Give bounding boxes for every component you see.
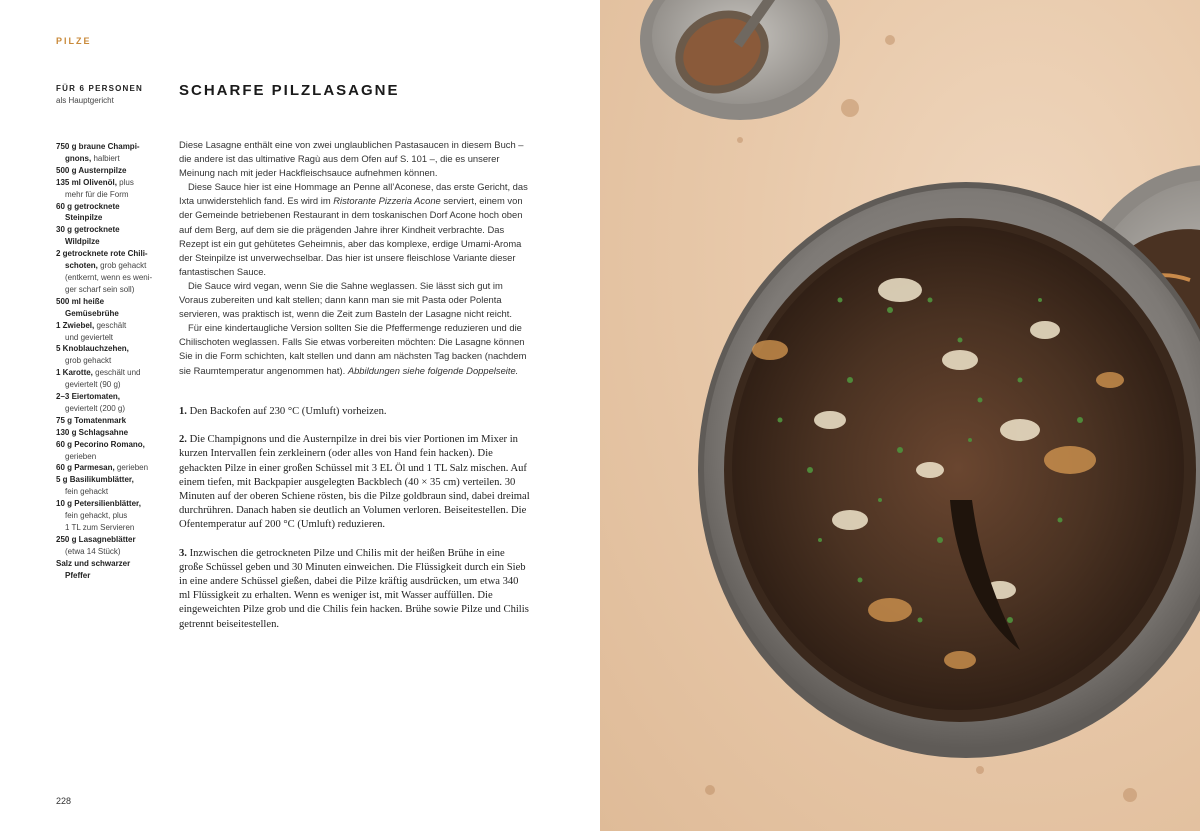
ingredient-line: geviertelt (200 g) bbox=[65, 403, 126, 413]
intro-paragraph: Für eine kindertaugliche Version sollten Sie die Pfeffermenge reduzieren und die Chilischoten weglassen. Falls Sie etwas vorbereiten möchten: Die Lasagne können Sie in die Form schichten, kalt stellen und dann am nächsten Tag backen (nachdem sie Raumtemperatur angenommen hat). Abbildungen siehe folgende Doppelseite. bbox=[179, 322, 527, 376]
ingredient-line: Salz und schwarzer bbox=[56, 558, 131, 568]
servings-block bbox=[56, 84, 166, 105]
intro-paragraph: Diese Sauce hier ist eine Hommage an Penne all’Aconese, das erste Gericht, das Ixta unwiderstehlich fand. Es wird im Ristorante Pizzeria Acone serviert, einem von der Gemeinde betriebenen Restaurant in dem toskanischen Dorf Acone hoch oben auf dem Berg, auf dem sie die prägenden Jahre ihrer Kindheit verbrachte. Das Rezept ist ein gut gehütetes Geheimnis, aber das komplexe, erdige Umami-Aroma der Steinpilze ist unverwechselbar. Das hier ist unsere fleischlose Variante dieser fantastischen Sauce. bbox=[179, 181, 528, 277]
recipe-step: 1. Den Backofen auf 230 °C (Umluft) vorheizen. bbox=[179, 406, 387, 417]
recipe-step: 2. Die Champignons und die Austernpilze in drei bis vier Portionen im Mixer in kurzen Intervallen fein zerkleinern (oder alles von Hand fein hacken). Die gehackten Pilze in einer großen Schüssel mit 3 EL Öl und 1 TL Salz mischen. Auf einem tiefen, mit Backpapier ausgelegten Backblech (40 × 35 cm) verteilen. 30 Minuten auf der oberen Schiene rösten, bis die Pilze goldbraun sind, dabei dreimal durchrühren. Danach haben sie deutlich an Volumen verloren. Beiseitestellen. Die Ofentemperatur auf 200 °C (Umluft) reduzieren. bbox=[179, 434, 530, 531]
ingredient-line: (entkernt, wenn es weni- bbox=[65, 272, 153, 282]
ingredient-line: ger scharf sein soll) bbox=[65, 284, 135, 294]
ingredient-line: 10 g Petersilienblätter, bbox=[56, 499, 141, 509]
ingredient-line: Gemüsebrühe bbox=[65, 308, 119, 318]
ingredient-line: fein gehackt, plus bbox=[65, 511, 128, 521]
recipe-introduction bbox=[179, 138, 531, 378]
ingredient-line: Steinpilze bbox=[65, 213, 103, 223]
page-number: 228 bbox=[56, 796, 72, 806]
ingredient-line: fein gehackt bbox=[65, 487, 109, 497]
lasagne-photo-illustration bbox=[600, 0, 1200, 831]
ingredient-line: 2–3 Eiertomaten, bbox=[56, 392, 121, 402]
ingredient-line: grob gehackt bbox=[65, 356, 112, 366]
ingredient-line: geviertelt (90 g) bbox=[65, 380, 121, 390]
ingredient-line: 75 g Tomatenmark bbox=[56, 415, 127, 425]
ingredient-line: 1 TL zum Servieren bbox=[65, 523, 135, 532]
image-reference: Abbildungen siehe folgende Doppelseite. bbox=[347, 364, 519, 376]
ingredient-line: 60 g Pecorino Romano, bbox=[56, 439, 145, 449]
ingredient-line: (etwa 14 Stück) bbox=[65, 546, 121, 556]
ingredient-line: 30 g getrocknete bbox=[56, 225, 120, 235]
recipe-photo bbox=[600, 0, 1200, 831]
restaurant-name: Ristorante Pizzeria Acone bbox=[333, 195, 441, 207]
ingredient-line: 1 Zwiebel, geschält bbox=[56, 320, 127, 330]
ingredient-line: Wildpilze bbox=[65, 237, 100, 247]
ingredient-line: schoten, grob gehackt bbox=[65, 261, 147, 271]
lasagne-pan bbox=[698, 182, 1200, 758]
ingredient-line: 2 getrocknete rote Chili- bbox=[56, 249, 148, 259]
ingredient-line: 500 g Austernpilze bbox=[56, 165, 127, 175]
recipe-title: SCHARFE PILZLASAGNE bbox=[179, 82, 400, 99]
servings-subtitle: als Hauptgericht bbox=[56, 96, 114, 105]
recipe-step: 3. Inzwischen die getrockneten Pilze und Chilis mit der heißen Brühe in eine große Schüssel geben und 30 Minuten einweichen. Die Flüssigkeit durch ein Sieb in eine andere Schüssel gießen, dabei die Pilze kräftig ausdrücken, um etwa 340 ml Flüssigkeit zu erhalten. Wenn es weniger ist, mit Wasser auffüllen. Die eingeweichten Pilze grob und die Chilis fein hacken. Brühe sowie Pilze und Chilis getrennt beiseitestellen. bbox=[179, 547, 529, 630]
ingredient-line: 250 g Lasagneblätter bbox=[56, 534, 136, 544]
intro-paragraph: Diese Lasagne enthält eine von zwei unglaublichen Pastasaucen in diesem Buch – die andere ist das ultimative Ragù aus dem Ofen auf S. 101 –, die es unserer Meinung nach mit jeder Hackfleischsauce aufnehmen können. bbox=[179, 139, 524, 179]
ingredient-line: 5 Knoblauchzehen, bbox=[56, 344, 129, 354]
ingredient-line: 5 g Basilikumblätter, bbox=[56, 475, 134, 485]
ingredient-line: 1 Karotte, geschält und bbox=[56, 368, 141, 378]
top-plate bbox=[640, 0, 840, 120]
ingredient-line: 750 g braune Champi- bbox=[56, 142, 140, 151]
section-label: PILZE bbox=[56, 36, 92, 46]
ingredient-line: gerieben bbox=[65, 451, 97, 461]
ingredient-line: 135 ml Olivenöl, plus bbox=[56, 177, 134, 187]
ingredient-line: 500 ml heiße bbox=[56, 296, 105, 306]
ingredient-line: Pfeffer bbox=[65, 570, 91, 580]
ingredient-list bbox=[56, 141, 156, 582]
ingredient-line: 130 g Schlagsahne bbox=[56, 427, 129, 437]
servings-heading: FÜR 6 PERSONEN bbox=[56, 84, 144, 93]
ingredient-line: und geviertelt bbox=[65, 332, 114, 342]
ingredient-line: 60 g getrocknete bbox=[56, 201, 120, 211]
recipe-steps bbox=[179, 405, 531, 646]
ingredient-line: 60 g Parmesan, gerieben bbox=[56, 463, 149, 473]
ingredient-line: mehr für die Form bbox=[65, 189, 129, 199]
intro-paragraph: Die Sauce wird vegan, wenn Sie die Sahne weglassen. Sie lässt sich gut im Voraus zubereiten und kalt stellen; dann kann man sie mit Pasta oder Polenta servieren, was praktisch ist, wenn die Zeit zum Basteln der Lasagne nicht reicht. bbox=[179, 279, 512, 320]
ingredient-line: gnons, halbiert bbox=[65, 153, 120, 163]
